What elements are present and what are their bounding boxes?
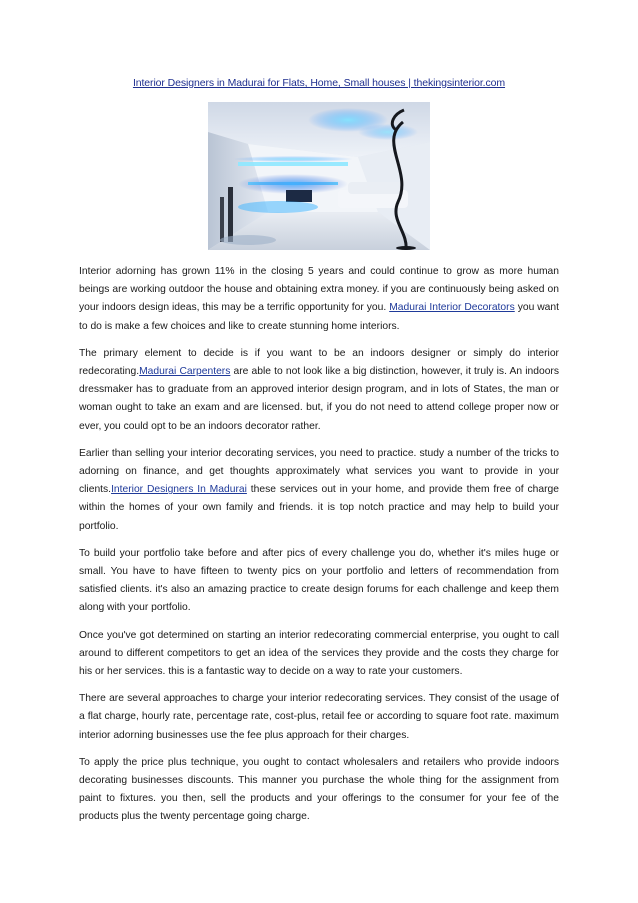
paragraph-text: Interior adorning has grown 11% in the closing 5 years and could continue to grow as more human beings are working outdoor the house and obtaining extra money. if you are continuously being asked on your indoors design ideas, this may be a terrific opportunity for you. [79,266,559,314]
paragraph-7: To apply the price plus technique, you ought to contact wholesalers and retailers who provide indoors decorating businesses discounts. This manner you purchase the whole thing for the assignment from paint to fixtures. you then, sell the products and your offerings to the consumer for your fee of the products plus the twenty percentage going charge. [79,756,559,823]
article-body [79,263,559,836]
paragraph-text: The primary element to decide is if you want to be an indoors designer or simply do interior redecorating. [79,347,559,378]
link-interior-designers-in-madurai[interactable]: Interior Designers In Madurai [111,484,247,496]
paragraph-2 [79,345,559,436]
paragraph-1 [79,263,559,336]
link-madurai-interior-decorators[interactable]: Madurai Interior Decorators [389,302,515,314]
paragraph-3 [79,445,559,536]
link-madurai-carpenters[interactable]: Madurai Carpenters [139,366,231,378]
paragraph-6: There are several approaches to charge your interior redecorating services. They consist of the usage of a flat charge, hourly rate, percentage rate, cost-plus, retail fee or according to square foot rate. maximum interior adorning businesses use the fee plus approach for their charges. [79,693,559,741]
paragraph-text: Earlier than selling your interior decorating services, you need to practice. study a number of the tricks to adorning on finance, and get thoughts approximately what services you want to provide in your clients. [79,447,559,496]
paragraph-text: you want to do is make a few choices and like to create stunning home interiors. [79,302,559,332]
paragraph-5: Once you've got determined on starting an interior redecorating commercial enterprise, you ought to call around to different competitors to get an idea of the services they provide and the costs they charge for his or her services. this is a fantastic way to decide on a way to rate your customers. [79,629,559,678]
interior-photo [208,102,430,250]
page-title-link[interactable]: Interior Designers in Madurai for Flats, Home, Small houses | thekingsinterior.com [132,77,506,89]
paragraph-text: these services out in your home, and provide them free of charge within the homes of your own family and friends. it is top notch practice and may help to build your portfolio. [79,484,559,532]
paragraph-text: are able to not look like a big distinction, however, it truly is. An indoors dressmaker has to graduate from an approved interior design program, and in lots of States, the man or woman ought to take an exam and are licensed. but, if you do not need to attend college proper now or ever, you could opt to be an indoors decorator rather. [79,366,560,432]
paragraph-4: To build your portfolio take before and after pics of every challenge you do, whether it's miles huge or small. You have to have fifteen to twenty pics on your portfolio and letters of recommendation from satisfied clients. it's also an amazing practice to create design forums for each challenge and keep them along with your portfolio. [79,547,559,614]
interior-photo-svg [208,102,430,250]
